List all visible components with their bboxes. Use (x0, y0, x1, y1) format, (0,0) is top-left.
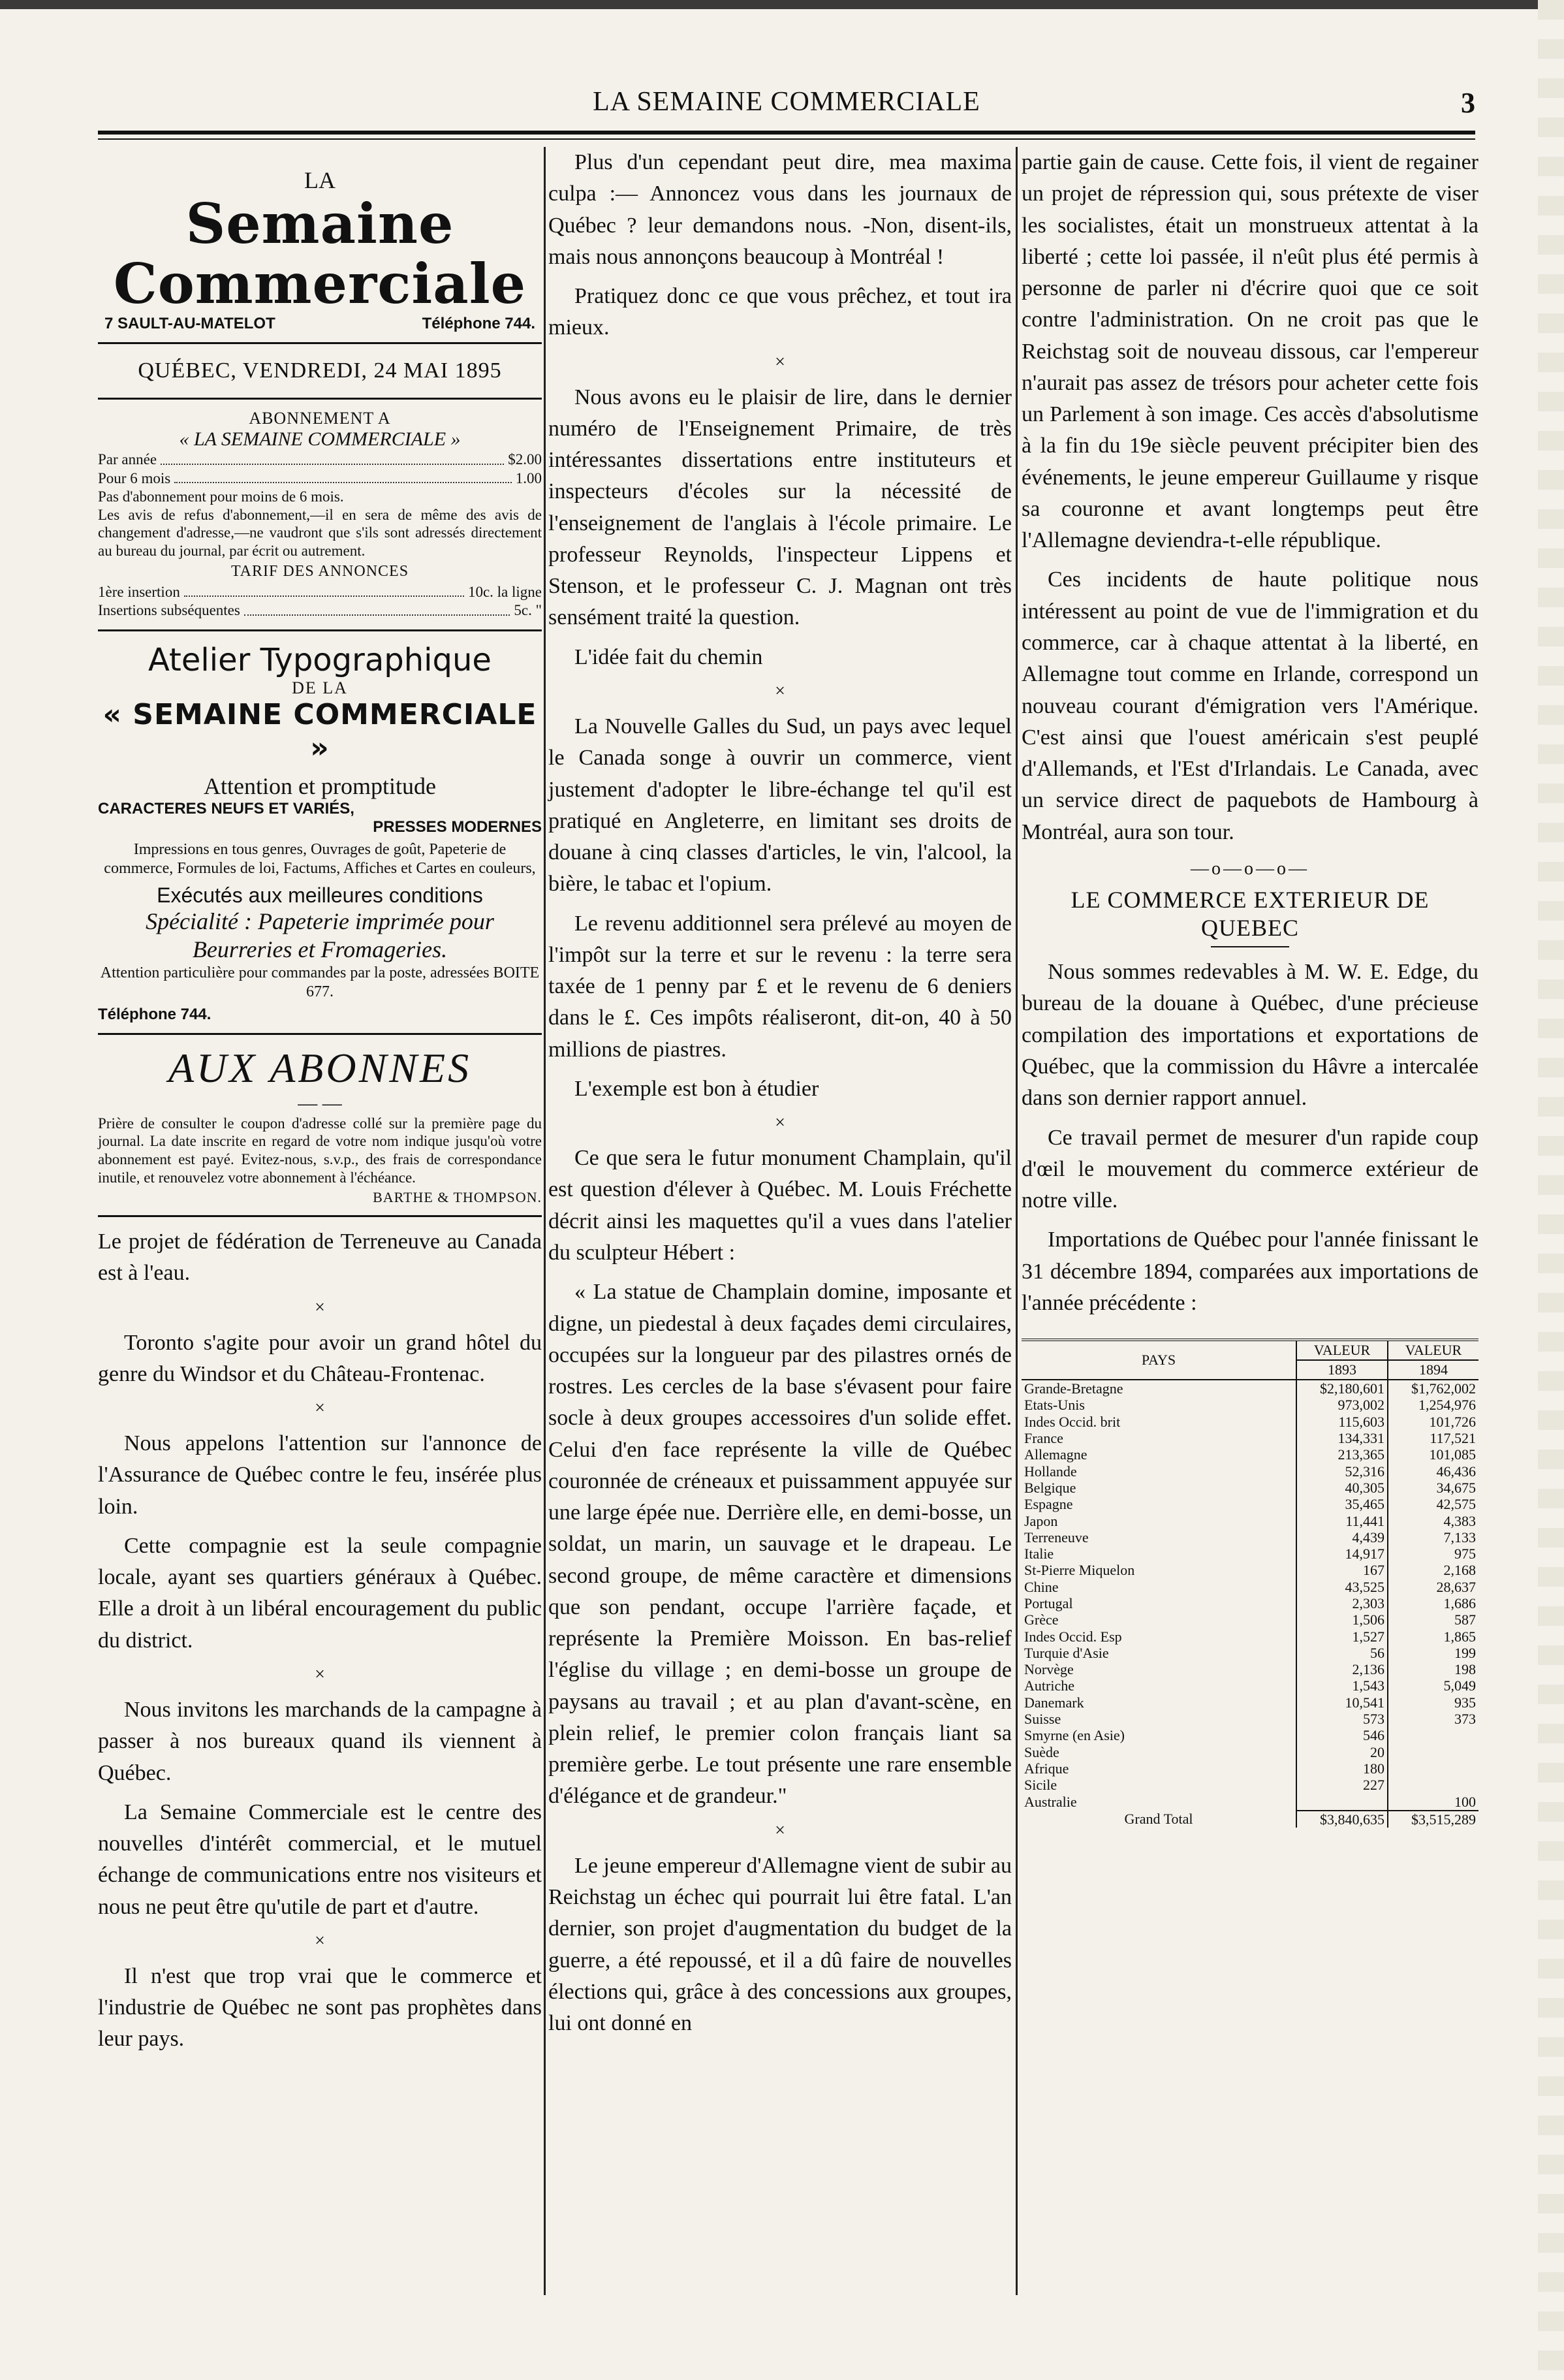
value-1894-cell: 100 (1388, 1794, 1478, 1811)
atelier-impressions: Impressions en tous genres, Ouvrages de goût, Papeterie de commerce, Formules de loi, Factums, Affiches et Cartes en couleurs, (104, 841, 536, 877)
value-1894-cell: 2,168 (1388, 1562, 1478, 1578)
value-1893-cell: 2,303 (1296, 1595, 1388, 1611)
table-row (1022, 1546, 1478, 1562)
country-cell: Indes Occid. Esp (1024, 1628, 1122, 1645)
value-1894-cell: 935 (1388, 1694, 1478, 1711)
header-rule-thin (98, 138, 1475, 140)
column-rule-2 (1016, 147, 1018, 2295)
separator-mark: × (315, 1930, 325, 1951)
table-row (1022, 1562, 1478, 1578)
table-row (1022, 1645, 1478, 1661)
paragraph: Importations de Québec pour l'année finissant le 31 décembre 1894, comparées aux importations de l'année précédente : (1022, 1228, 1478, 1315)
atelier-attention: Attention et promptitude (204, 773, 436, 800)
table-row (1022, 1430, 1478, 1446)
abonnement-row-value: $2.00 (508, 451, 542, 468)
value-1893-cell: 227 (1296, 1777, 1388, 1793)
value-1894-cell (1388, 1744, 1478, 1760)
country-cell: Suisse (1024, 1711, 1061, 1728)
table-row (1022, 1496, 1478, 1512)
abonnement-row (98, 451, 542, 469)
col-header-1893-year: 1893 (1296, 1360, 1388, 1380)
atelier-presses: PRESSES MODERNES (373, 818, 542, 836)
paragraph: Le projet de fédération de Terreneuve au Canada est à l'eau. (98, 1230, 542, 1286)
country-cell: Terreneuve (1024, 1529, 1089, 1546)
scan-top-edge (0, 0, 1564, 9)
issue-date: QUÉBEC, VENDREDI, 24 MAI 1895 (138, 358, 502, 383)
value-1893-cell: 134,331 (1296, 1430, 1388, 1446)
abonnement-heading: ABONNEMENT A (249, 408, 391, 428)
tarif-heading: TARIF DES ANNONCES (230, 562, 409, 580)
separator-mark: × (775, 680, 785, 701)
table-total-row (1022, 1811, 1478, 1828)
value-1894-cell: 199 (1388, 1645, 1478, 1661)
value-1893-cell: 56 (1296, 1645, 1388, 1661)
table-row (1022, 1777, 1478, 1793)
paragraph: Nous appelons l'attention sur l'annonce de l'Assurance de Québec contre le feu, insérée plus loin. (98, 1431, 542, 1519)
imports-table (1022, 1339, 1478, 1828)
table-row (1022, 1595, 1478, 1611)
tarif-row-value: 5c. " (514, 602, 542, 619)
value-1893-cell: 973,002 (1296, 1397, 1388, 1413)
aux-abonnes-text: Prière de consulter le coupon d'adresse collé sur la première page du journal. La date inscrite en regard de votre nom indique jusqu'où votre abonnement est payé. Evitez-nous, s.v.p., des frais de correspondance inutile, et renouvelez votre abonnement à l'échéance. (98, 1115, 542, 1186)
table-row (1022, 1744, 1478, 1760)
country-cell: Portugal (1024, 1595, 1073, 1611)
value-1893-cell: 43,525 (1296, 1579, 1388, 1595)
value-1894-cell: 42,575 (1388, 1496, 1478, 1512)
table-row (1022, 1380, 1478, 1397)
country-cell: Allemagne (1024, 1446, 1087, 1463)
paragraph: Ce que sera le futur monument Champlain, qu'il est question d'élever à Québec. M. Louis Fréchette décrit ainsi les maquettes qu'il a vues dans l'atelier du sculpteur Hébert : (548, 1146, 1012, 1265)
table-row (1022, 1794, 1478, 1811)
separator-mark: × (315, 1297, 325, 1318)
separator-mark: × (775, 351, 785, 372)
table-row (1022, 1628, 1478, 1645)
country-cell: Indes Occid. brit (1024, 1413, 1121, 1430)
value-1894-cell: 7,133 (1388, 1529, 1478, 1546)
total-1894: $3,515,289 (1388, 1811, 1478, 1828)
country-cell: Chine (1024, 1578, 1059, 1595)
value-1894-cell (1388, 1760, 1478, 1777)
atelier-attention-particuliere: Attention particulière pour commandes par la poste, adressées BOITE 677. (100, 964, 540, 1000)
atelier-name: « SEMAINE COMMERCIALE » (102, 698, 537, 765)
paragraph: La Semaine Commerciale est le centre des nouvelles d'intérêt commercial, et le mutuel échange de communications entre nos visiteurs et nous ne peut être qu'utile de part et d'autre. (98, 1800, 542, 1919)
value-1894-cell: $1,762,002 (1388, 1380, 1478, 1397)
aux-abonnes-title: AUX ABONNES (168, 1044, 472, 1091)
country-cell: Grèce (1024, 1611, 1059, 1628)
table-row (1022, 1677, 1478, 1694)
value-1893-cell: 4,439 (1296, 1529, 1388, 1546)
table-row (1022, 1611, 1478, 1628)
table-row (1022, 1397, 1478, 1413)
col-header-1893-label: VALEUR (1296, 1340, 1388, 1360)
value-1893-cell: 11,441 (1296, 1513, 1388, 1529)
paragraph: Cette compagnie est la seule compagnie locale, ayant ses quartiers généraux à Québec. Elle a droit à un libéral encouragement du public du district. (98, 1533, 542, 1653)
table-row (1022, 1727, 1478, 1743)
masthead-phone: Téléphone 744. (422, 314, 535, 332)
col-header-1894-year: 1894 (1388, 1360, 1478, 1380)
divider (98, 398, 542, 400)
column-2 (548, 147, 1012, 2047)
masthead-title: Semaine Commerciale (113, 191, 527, 317)
value-1893-cell: 115,603 (1296, 1414, 1388, 1430)
paragraph: Nous invitons les marchands de la campagne à passer à nos bureaux quand ils viennent à Québec. (98, 1698, 542, 1785)
masthead-la: LA (304, 167, 336, 193)
total-label: Grand Total (1124, 1811, 1193, 1828)
country-cell: Grande-Bretagne (1024, 1380, 1123, 1397)
separator-mark: × (315, 1664, 325, 1685)
section-headline: LE COMMERCE EXTERIEUR DE QUEBEC (1071, 886, 1430, 942)
value-1894-cell: 1,686 (1388, 1595, 1478, 1611)
country-cell: Sicile (1024, 1777, 1057, 1794)
country-cell: Etats-Unis (1024, 1397, 1085, 1414)
country-cell: Smyrne (en Asie) (1024, 1727, 1125, 1744)
running-title: LA SEMAINE COMMERCIALE (593, 87, 980, 117)
value-1893-cell: 1,506 (1296, 1611, 1388, 1628)
atelier-executes: Exécutés aux meilleures conditions (157, 883, 483, 907)
tarif-row (98, 583, 542, 602)
value-1894-cell: 117,521 (1388, 1430, 1478, 1446)
value-1894-cell (1388, 1777, 1478, 1793)
value-1894-cell: 101,726 (1388, 1414, 1478, 1430)
table-row (1022, 1513, 1478, 1529)
page-number: 3 (1461, 87, 1475, 119)
paragraph: Ce travail permet de mesurer d'un rapide coup d'œil le mouvement du commerce extérieur de notre ville. (1022, 1125, 1478, 1213)
paragraph: Il n'est que trop vrai que le commerce et l'industrie de Québec ne sont pas prophètes dans leur pays. (98, 1963, 542, 2052)
paragraph: Le jeune empereur d'Allemagne vient de subir au Reichstag un échec qui pourrait lui être fatal. L'an dernier, son projet d'augmentation du budget de la guerre, a été repoussé, et il a dû faire de nouvelles élections qui, grâce à des concessions aux groupes, lui ont donné en (548, 1853, 1012, 2036)
aux-abonnes-signature: BARTHE & THOMPSON. (373, 1189, 542, 1206)
divider (98, 629, 542, 631)
tarif-row-value: 10c. la ligne (467, 583, 542, 600)
value-1893-cell: 20 (1296, 1744, 1388, 1760)
abonnement-note: Les avis de refus d'abonnement,—il en sera de même des avis de changement d'adresse,—ne vaudront que s'ils sont adressés directement au bureau du journal, par écrit ou autrement. (98, 506, 542, 560)
abonnement-row-label: Par année (98, 451, 157, 468)
country-cell: Australie (1024, 1794, 1077, 1811)
divider (98, 1215, 542, 1217)
table-row (1022, 1463, 1478, 1480)
abonnement-subheading: « LA SEMAINE COMMERCIALE » (179, 428, 461, 450)
country-cell: Afrique (1024, 1760, 1069, 1777)
country-cell: St-Pierre Miquelon (1024, 1562, 1135, 1579)
column-1 (98, 147, 542, 2063)
col-header-1894-label: VALEUR (1388, 1340, 1478, 1360)
abonnement-row-value: 1.00 (515, 469, 542, 486)
value-1893-cell: 546 (1296, 1727, 1388, 1743)
separator-mark: × (315, 1398, 325, 1419)
value-1893-cell: 10,541 (1296, 1694, 1388, 1711)
col-header-pays: PAYS (1022, 1340, 1296, 1380)
abonnement-note: Pas d'abonnement pour moins de 6 mois. (98, 488, 344, 505)
value-1893-cell (1296, 1794, 1388, 1811)
tarif-row-label: 1ère insertion (98, 583, 180, 600)
scan-right-edge (1538, 0, 1564, 2380)
country-cell: Japon (1024, 1512, 1058, 1529)
atelier-specialite: Spécialité : Papeterie imprimée pour Beurreries et Fromageries. (146, 908, 494, 962)
table-header-row (1022, 1340, 1478, 1360)
value-1893-cell: 52,316 (1296, 1463, 1388, 1480)
paragraph: Plus d'un cependant peut dire, mea maxima culpa :— Annoncez vous dans les journaux de Québec ? leur demandons nous. -Non, disent-ils, mais nous annonçons beaucoup à Montréal ! (548, 150, 1012, 269)
atelier-caracteres: CARACTERES NEUFS ET VARIÉS, (98, 800, 354, 818)
country-cell: Italie (1024, 1546, 1054, 1563)
table-row (1022, 1529, 1478, 1546)
value-1893-cell: $2,180,601 (1296, 1380, 1388, 1397)
paragraph: Nous sommes redevables à M. W. E. Edge, du bureau de la douane à Québec, d'une précieuse compilation des importations et exportations de Québec, que la commission du Hâvre a intercalée dans son dernier rapport annuel. (1022, 960, 1478, 1111)
value-1893-cell: 1,527 (1296, 1628, 1388, 1645)
page-header (98, 78, 1475, 124)
paragraph: L'exemple est bon à étudier (574, 1076, 819, 1101)
value-1894-cell: 198 (1388, 1661, 1478, 1677)
value-1893-cell: 14,917 (1296, 1546, 1388, 1562)
paragraph: Nous avons eu le plaisir de lire, dans le dernier numéro de l'Enseignement Primaire, de très intéressantes dissertations entre instituteurs et inspecteurs d'écoles sur la nécessité de l'enseignement de l'anglais à l'école primaire. Le professeur Reynolds, l'inspecteur Lippens et Stenson, et le professeur C. J. Magnan ont très sensément traité la question. (548, 385, 1012, 630)
country-cell: Suède (1024, 1743, 1059, 1760)
value-1894-cell: 975 (1388, 1546, 1478, 1562)
paragraph: « La statue de Champlain domine, imposante et digne, un piedestal à deux façades demi circulaires, occupées sur la longueur par des pilastres ornés de rostres. Les cercles de la base s'évasent pour faire socle à deux groupes accessoires d'un solide effet. Celui d'en face représente la ville de Québec couronnée de créneaux et puissamment appuyée sur une large épée nue. Derrière elle, en demi-bosse, un soldat, un marin, un sauvage et le drapeau. Le second groupe, de même caractère et dimensions que son pendant, occupe l'arrière façade, et représente la Première Moisson. En bas-relief l'église du village ; en demi-bosse un groupe de paysans au travail ; et au plan d'avant-scène, en plein relief, le premier colon français liant sa première gerbe. Le tout présente une rare ensemble d'élégance et de grandeur." (548, 1280, 1012, 1809)
separator-mark: × (775, 1820, 785, 1841)
value-1893-cell: 40,305 (1296, 1480, 1388, 1496)
paragraph: Toronto s'agite pour avoir un grand hôtel du genre du Windsor et du Château-Frontenac. (98, 1330, 542, 1386)
value-1894-cell: 101,085 (1388, 1446, 1478, 1463)
table-row (1022, 1711, 1478, 1727)
column-3 (1022, 147, 1478, 1828)
divider (98, 1033, 542, 1035)
table-row (1022, 1480, 1478, 1496)
divider (98, 342, 542, 344)
value-1893-cell: 35,465 (1296, 1496, 1388, 1512)
paragraph: Ces incidents de haute politique nous intéressent au point de vue de l'immigration et du commerce, car à chaque attentat à la liberté, en Allemagne tout comme en Irlande, correspond un nouveau courant d'émigration vers l'Amérique. C'est ainsi que l'ouest américain s'est peuplé d'Allemands, et l'Est d'Irlandais. Le Canada, avec un service direct de paquebots de Hambourg à Montréal, aura son tour. (1022, 567, 1478, 844)
table-body (1022, 1380, 1478, 1811)
value-1894-cell: 4,383 (1388, 1513, 1478, 1529)
value-1893-cell: 213,365 (1296, 1446, 1388, 1463)
value-1894-cell: 1,254,976 (1388, 1397, 1478, 1413)
tarif-row (98, 601, 542, 620)
table-row (1022, 1579, 1478, 1595)
paragraph: partie gain de cause. Cette fois, il vient de regainer un projet de répression qui, sous prétexte de viser les socialistes, était un monstrueux attentat à la liberté ; cette loi passée, il n'eût plus été permis à personne de parler ni d'écrire quoi que ce soit contre l'administration. On ne croit pas que le Reichstag soit de nouveau dissous, car l'empereur n'aurait pas assez de trésors pour acheter cette fois un Parlement à son image. Ces accès d'absolutisme à la fin du 19e siècle peuvent précipiter bien des événements, le jeune empereur Guillaume y risque sa couronne et avant longtemps peut être l'Allemagne deviendra-t-elle république. (1022, 150, 1478, 553)
atelier-telephone: Téléphone 744. (98, 1005, 211, 1023)
paragraph: L'idée fait du chemin (574, 644, 763, 669)
masthead-contact (98, 315, 542, 333)
column-rule-1 (544, 147, 546, 2295)
aux-abonnes-dash: — — (298, 1092, 342, 1114)
table-row (1022, 1694, 1478, 1711)
section-divider: —o—o—o— (1191, 858, 1309, 879)
value-1893-cell: 180 (1296, 1760, 1388, 1777)
total-1893: $3,840,635 (1296, 1811, 1388, 1828)
value-1894-cell: 373 (1388, 1711, 1478, 1727)
atelier-de-la: DE LA (292, 678, 348, 698)
value-1894-cell: 587 (1388, 1611, 1478, 1628)
country-cell: France (1024, 1430, 1063, 1447)
value-1894-cell: 34,675 (1388, 1480, 1478, 1496)
abonnement-row (98, 469, 542, 488)
country-cell: Belgique (1024, 1479, 1076, 1496)
country-cell: Hollande (1024, 1463, 1077, 1480)
table-row (1022, 1446, 1478, 1463)
separator-mark: × (775, 1113, 785, 1134)
paragraph: Le revenu additionnel sera prélevé au moyen de l'impôt sur la terre et sur le revenu : la terre sera taxée de 1 penny par £ et le revenu de 6 deniers dans le £. Ces impôts réaliseront, dit-on, 40 à 50 millions de piastres. (548, 911, 1012, 1062)
value-1894-cell (1388, 1727, 1478, 1743)
paragraph: Pratiquez donc ce que vous prêchez, et tout ira mieux. (548, 284, 1012, 340)
value-1893-cell: 1,543 (1296, 1677, 1388, 1694)
value-1893-cell: 167 (1296, 1562, 1388, 1578)
table-row (1022, 1661, 1478, 1677)
headline-rule (1211, 946, 1289, 947)
value-1894-cell: 5,049 (1388, 1677, 1478, 1694)
atelier-title: Atelier Typographique (148, 642, 492, 679)
value-1894-cell: 28,637 (1388, 1579, 1478, 1595)
tarif-row-label: Insertions subséquentes (98, 602, 240, 619)
country-cell: Turquie d'Asie (1024, 1644, 1109, 1661)
abonnement-row-label: Pour 6 mois (98, 469, 171, 486)
value-1893-cell: 2,136 (1296, 1661, 1388, 1677)
table-row (1022, 1760, 1478, 1777)
value-1893-cell: 573 (1296, 1711, 1388, 1727)
value-1894-cell: 1,865 (1388, 1628, 1478, 1645)
table-row (1022, 1414, 1478, 1430)
country-cell: Danemark (1024, 1694, 1084, 1711)
country-cell: Espagne (1024, 1496, 1073, 1513)
country-cell: Norvège (1024, 1661, 1074, 1678)
paragraph: La Nouvelle Galles du Sud, un pays avec lequel le Canada songe à ouvrir un commerce, vient justement d'adopter le libre-échange tel qu'il est pratiqué en Angleterre, en limitant ses droits de douane à cinq classes d'articles, le vin, l'alcool, la bière, le tabac et l'opium. (548, 714, 1012, 896)
country-cell: Autriche (1024, 1677, 1074, 1694)
header-rule (98, 131, 1475, 135)
masthead-address: 7 SAULT-AU-MATELOT (104, 314, 275, 332)
value-1894-cell: 46,436 (1388, 1463, 1478, 1480)
